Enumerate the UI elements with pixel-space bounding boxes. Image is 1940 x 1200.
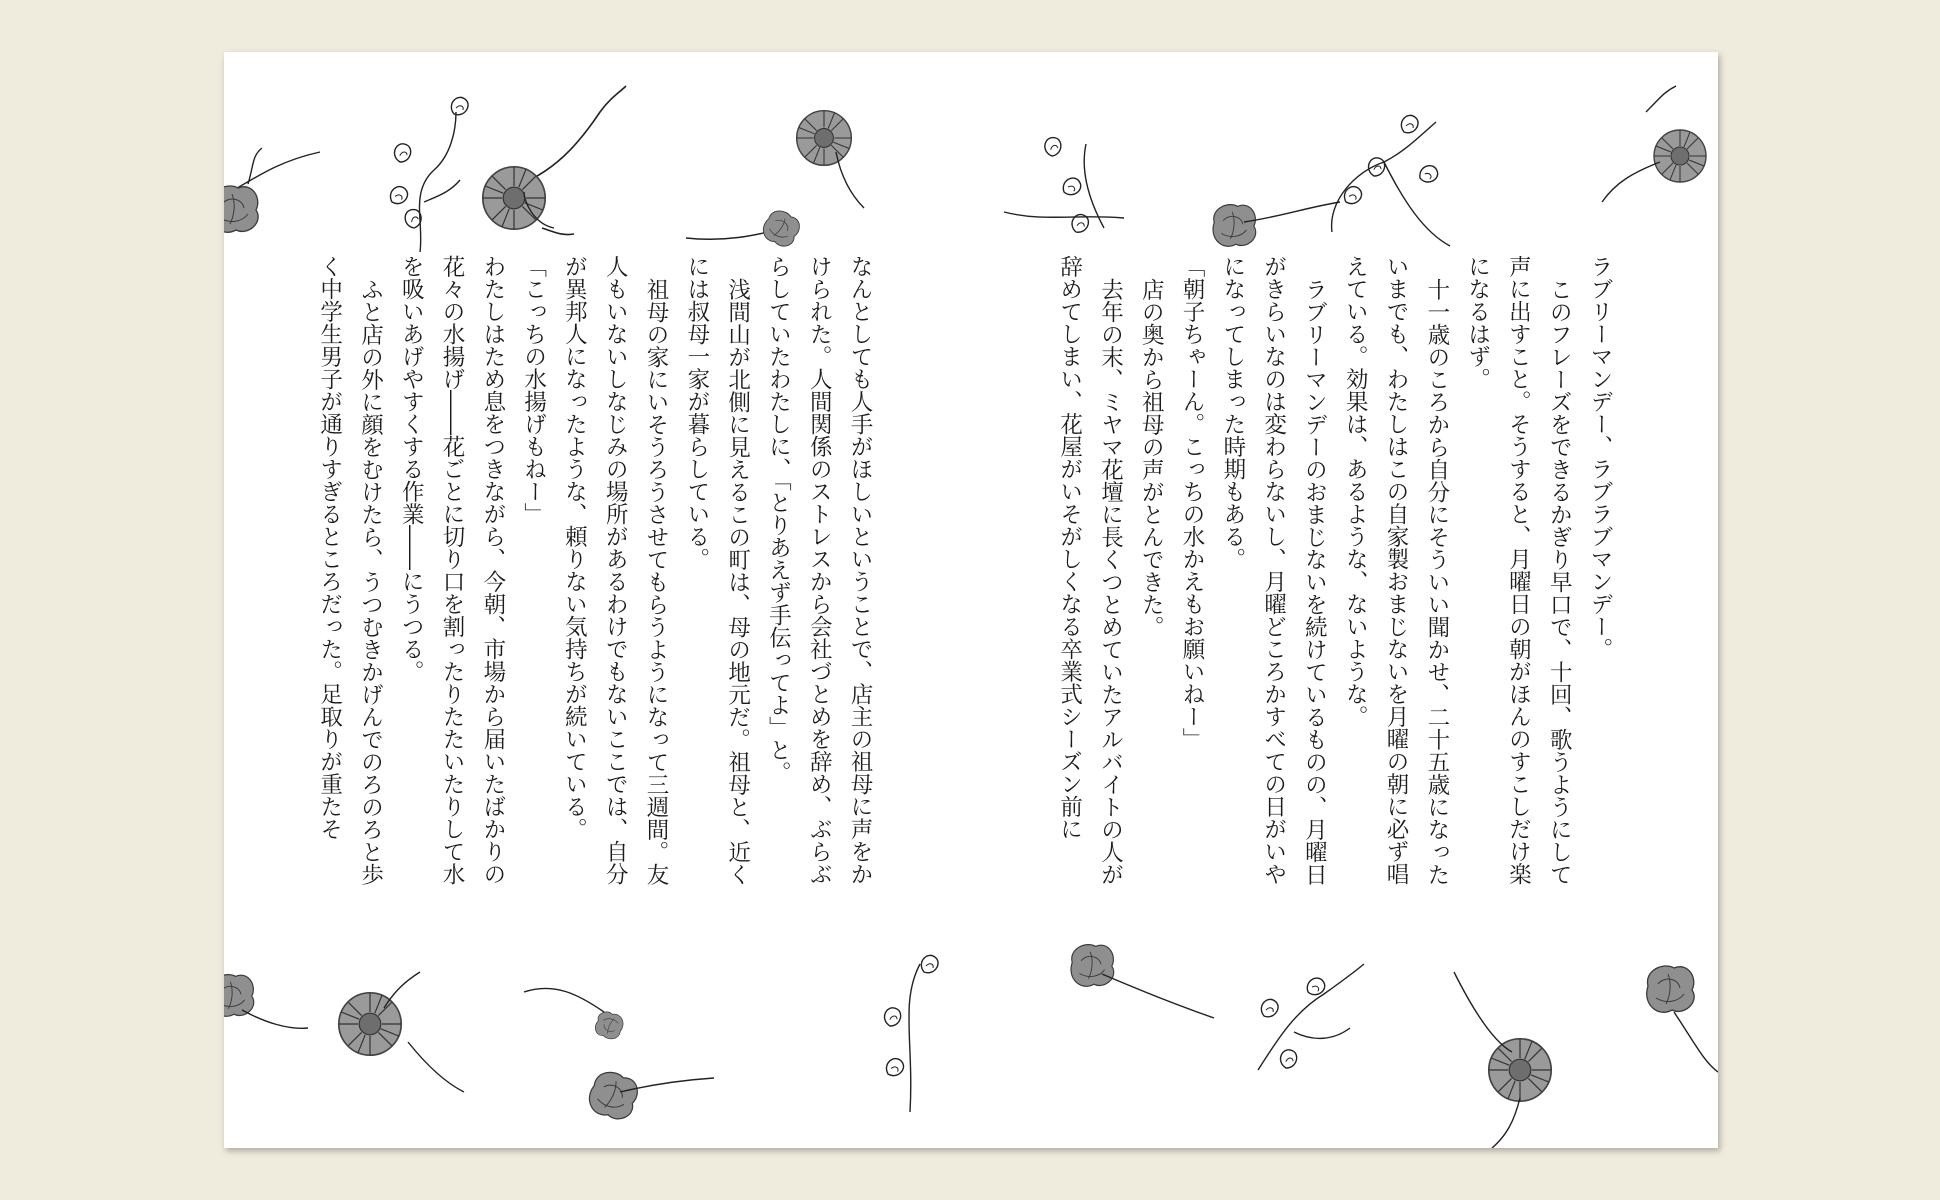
- dialogue: 「こっちの水揚げもねー」: [520, 255, 547, 525]
- paragraph: 去年の末、ミヤマ花壇に長くつとめていたアルバイトの人が辞めてしまい、花屋がいそがしくなる卒業式シーズン前に: [1056, 255, 1124, 885]
- paragraph: ラブリーマンデーのおまじないを続けているものの、月曜日がきらいなのは変わらないし、月曜どころかすべての日がいやになってしまった時期もある。: [1219, 255, 1328, 885]
- paragraph: 店の奥から祖母の声がとんできた。: [1138, 277, 1165, 638]
- paragraph: わたしはため息をつきながら、今朝、市場から届いたばかりの花々の水揚げ――花ごとに切り口を割ったりたたいたりして水を吸いあげやすくする作業――にうつる。: [398, 255, 506, 885]
- paragraph: ふと店の外に顔をむけたら、うつむきかげんでのろのろと歩く中学生男子が通りすぎるところだった。足取りが重たそ: [316, 255, 384, 885]
- paragraph: ラブリーマンデー、ラブラブマンデー。: [1587, 255, 1613, 660]
- paragraph: 祖母の家にいそうろうさせてもらうようになって三週間。友人もいないしなじみの場所があるわけでもないここでは、自分が異邦人になったような、頼りない気持ちが続いている。: [561, 255, 670, 885]
- paragraph: このフレーズをできるかぎり早口で、十回、歌うようにして声に出すこと。そうすると、月曜日の朝がほんのすこしだけ楽になるはず。: [1464, 255, 1573, 885]
- paragraph: 十一歳のころから自分にそういい聞かせ、二十五歳になったいまでも、わたしはこの自家製おまじないを月曜の朝に必ず唱えている。効果は、あるような、ないような。: [1342, 255, 1450, 885]
- right-page-text: [1056, 255, 1620, 895]
- left-page-text: [300, 255, 880, 895]
- paragraph: 浅間山が北側に見えるこの町は、母の地元だ。祖母と、近くには叔母一家が暮らしている。: [683, 255, 751, 885]
- dialogue: 「朝子ちゃーん。こっちの水かえもお願いねー」: [1179, 255, 1206, 750]
- paragraph: なんとしても人手がほしいということで、店主の祖母に声をかけられた。人間関係のストレスから会社づとめを辞め、ぶらぶらしていたわたしに、「とりあえず手伝ってよ」と。: [765, 255, 873, 885]
